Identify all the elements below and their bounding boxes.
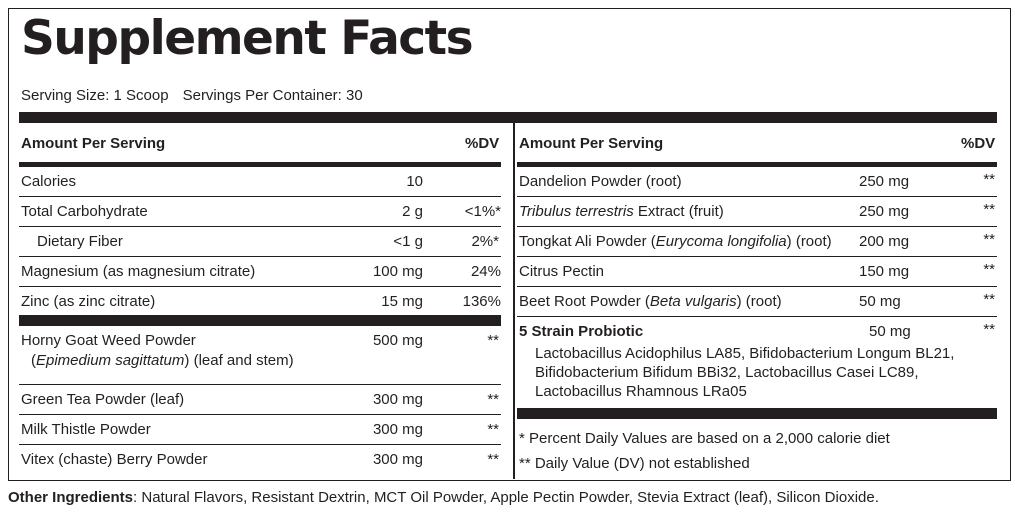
- table-row: [517, 197, 997, 227]
- latin-name: Epimedium sagittatum: [36, 352, 185, 369]
- nutrient-name: Tongkat Ali Powder (Eurycoma longifolia) (root): [519, 233, 832, 250]
- nutrient-amount: <1 g: [393, 233, 423, 250]
- other-ingredients-label: Other Ingredients: [8, 489, 134, 506]
- nutrient-amount: 2 g: [402, 203, 423, 220]
- nutrient-name: Dandelion Powder (root): [519, 173, 682, 190]
- nutrient-amount: 50 mg: [869, 323, 911, 340]
- nutrient-dv: **: [487, 451, 499, 468]
- nutrient-name: Green Tea Powder (leaf): [21, 391, 185, 408]
- nutrient-name: Beet Root Powder (Beta vulgaris) (root): [519, 293, 782, 310]
- nutrient-amount: 10: [406, 173, 423, 190]
- nutrient-amount: 100 mg: [372, 263, 423, 280]
- latin-name: Beta vulgaris: [649, 293, 737, 310]
- nutrient-amount: 200 mg: [859, 233, 910, 250]
- nutrient-name: Dietary Fiber: [37, 233, 123, 250]
- table-row: [19, 227, 501, 257]
- nutrient-name: Milk Thistle Powder: [21, 421, 151, 438]
- nutrient-amount: 300 mg: [372, 421, 423, 438]
- probiotic-name: 5 Strain Probiotic: [519, 323, 644, 340]
- nutrient-dv: **: [983, 171, 995, 188]
- nutrient-amount: 50 mg: [859, 293, 901, 310]
- nutrient-amount: 300 mg: [372, 391, 423, 408]
- other-ingredients: [8, 489, 879, 506]
- nutrient-name: Horny Goat Weed Powder: [21, 332, 196, 349]
- nutrient-name: Calories: [21, 173, 77, 190]
- footnote-percent-dv: * Percent Daily Values are based on a 2,000 calorie diet: [519, 430, 890, 447]
- table-row: [517, 167, 997, 197]
- nutrient-dv: **: [983, 201, 995, 218]
- nutrient-dv: 24%: [470, 263, 501, 280]
- nutrient-name-line2: (Epimedium sagittatum) (leaf and stem): [31, 352, 294, 369]
- other-ingredients-text: : Natural Flavors, Resistant Dextrin, MCT Oil Powder, Apple Pectin Powder, Stevia Extract (leaf), Silicon Dioxide.: [133, 489, 879, 506]
- nutrient-amount: 250 mg: [859, 203, 910, 220]
- panel-title: Supplement Facts: [21, 11, 473, 66]
- nutrient-name: Tribulus terrestris Extract (fruit): [519, 203, 724, 220]
- nutrient-dv: 136%: [462, 293, 501, 310]
- right-bottom-thick-divider: [517, 408, 997, 419]
- table-row: [19, 167, 501, 197]
- table-row: [19, 445, 501, 475]
- nutrient-amount: 150 mg: [859, 263, 910, 280]
- latin-name: Tribulus terrestris: [519, 203, 634, 220]
- left-dv-header: %DV: [465, 135, 500, 152]
- column-divider: [513, 119, 515, 479]
- strain-line: Lactobacillus Rhamnous LRa05: [535, 383, 747, 400]
- table-row: [19, 326, 501, 385]
- nutrient-name: Citrus Pectin: [519, 263, 605, 280]
- nutrient-name: Total Carbohydrate: [21, 203, 148, 220]
- serving-size: Serving Size: 1 Scoop: [21, 87, 169, 104]
- right-dv-header: %DV: [961, 135, 996, 152]
- table-row: [19, 385, 501, 415]
- table-row: [517, 257, 997, 287]
- nutrient-dv: **: [983, 261, 995, 278]
- table-row: [19, 415, 501, 445]
- serving-info: [21, 87, 363, 104]
- table-row: [517, 287, 997, 317]
- nutrient-dv: **: [487, 332, 499, 349]
- nutrient-dv: **: [983, 291, 995, 308]
- top-thick-divider: [19, 112, 997, 123]
- probiotic-strains: [535, 344, 954, 401]
- left-mid-thick-divider: [19, 315, 501, 326]
- nutrient-dv: **: [487, 421, 499, 438]
- strain-line: Bifidobacterium Bifidum BBi32, Lactobacillus Casei LC89,: [535, 364, 919, 381]
- supplement-facts-panel: [8, 8, 1011, 481]
- table-row: [19, 257, 501, 287]
- nutrient-amount: 250 mg: [859, 173, 910, 190]
- table-row: [19, 197, 501, 227]
- left-amount-header: Amount Per Serving: [21, 135, 166, 152]
- table-row: [517, 227, 997, 257]
- footnote-dv-not-established: ** Daily Value (DV) not established: [519, 455, 750, 472]
- table-row: [19, 287, 501, 317]
- nutrient-amount: 300 mg: [372, 451, 423, 468]
- nutrient-dv: <1%*: [464, 203, 501, 220]
- table-row: [517, 317, 997, 347]
- nutrient-dv: **: [487, 391, 499, 408]
- nutrient-name: Vitex (chaste) Berry Powder: [21, 451, 208, 468]
- nutrient-name: Magnesium (as magnesium citrate): [21, 263, 256, 280]
- nutrient-amount: 15 mg: [381, 293, 423, 310]
- nutrient-dv: **: [983, 321, 995, 338]
- nutrient-dv: 2%*: [471, 233, 499, 250]
- strain-line: Lactobacillus Acidophilus LA85, Bifidobacterium Longum BL21,: [535, 345, 955, 362]
- latin-name: Eurycoma longifolia: [655, 233, 787, 250]
- nutrient-amount: 500 mg: [372, 332, 423, 349]
- nutrient-name: Zinc (as zinc citrate): [21, 293, 156, 310]
- right-amount-header: Amount Per Serving: [519, 135, 664, 152]
- servings-per-container: Servings Per Container: 30: [182, 87, 363, 104]
- nutrient-dv: **: [983, 231, 995, 248]
